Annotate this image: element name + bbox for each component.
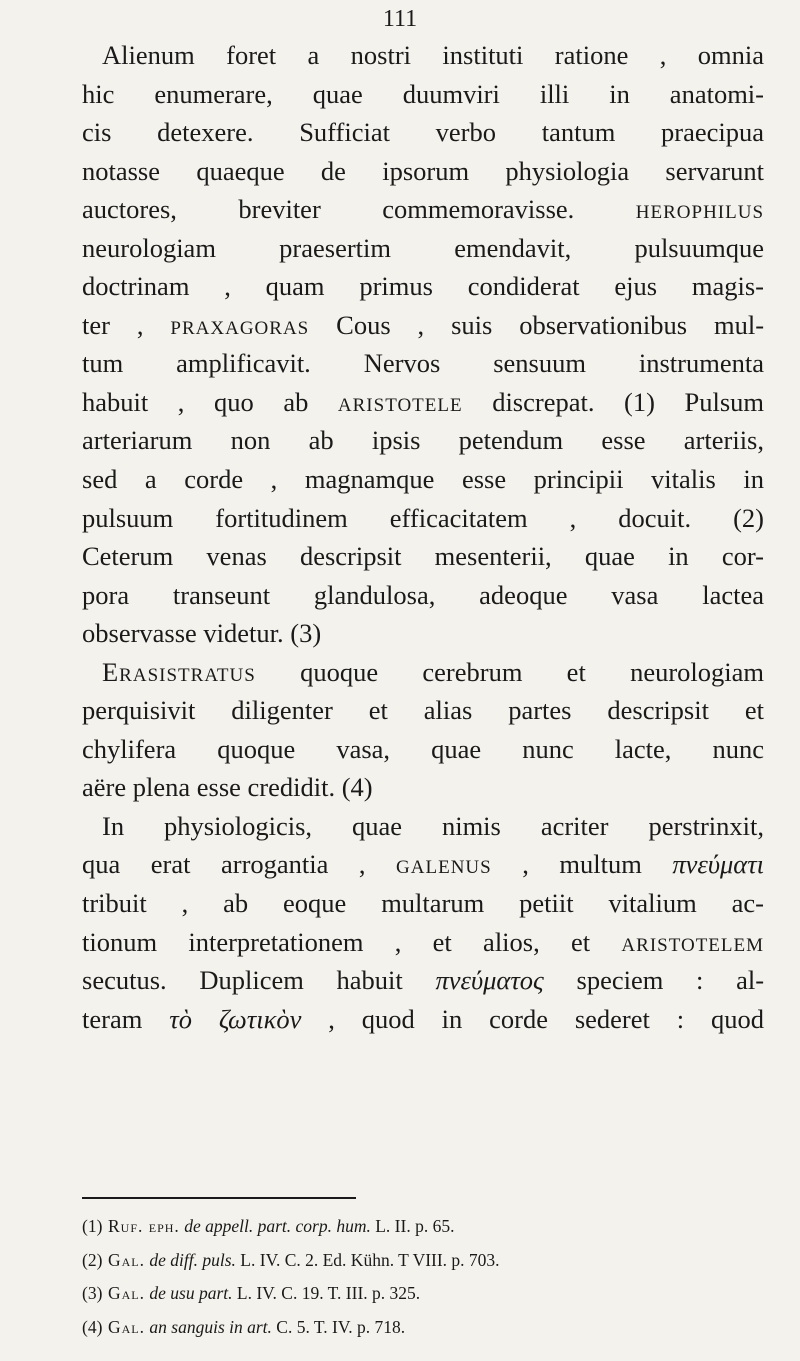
text-segment: , quod in corde sederet : quod [328,1003,764,1034]
footnote-ref: L. IV. C. 19. T. III. p. 325. [236,1283,421,1303]
text-line-18: perquisivit diligenter et alias partes descripsit et [82,695,764,726]
footnote-number: (4) [82,1316,103,1337]
footnote-ref: L. II. p. 65. [375,1216,455,1236]
text-segment: teram [82,1003,143,1034]
footnote-title: an sanguis in art. [149,1316,272,1337]
footnote-author: Gal. [108,1249,146,1270]
text-line-10 [82,383,764,422]
footnote [82,1311,764,1345]
text-line-15: pora transeunt glandulosa, adeoque vasa lactea [82,579,764,610]
text-segment: ter , [82,309,144,340]
text-segment: qua erat arrogantia , [82,849,366,880]
text-line-17 [82,653,764,692]
text-line-20: aëre plena esse credidit. (4) [82,772,373,803]
text-line-13: pulsuum fortitudinem efficacitatem , docuit. (2) [82,502,764,533]
footnote-ref: C. 5. T. IV. p. 718. [276,1316,406,1337]
footnote-number: (1) [82,1216,103,1236]
footnote-number: (2) [82,1249,103,1270]
text-line-6: neurologiam praesertim emendavit, pulsuumque [82,232,764,263]
name-praxagoras: praxagoras [170,309,310,340]
footnote-title: de diff. puls. [149,1249,236,1270]
text-line-8 [82,306,764,345]
text-line-11: arteriarum non ab ipsis petendum esse arteriis, [82,425,764,456]
greek-word: πνεύματι [672,849,764,880]
name-galenus: galenus [396,849,492,880]
text-line-14: Ceterum venas descripsit mesenterii, quae in cor- [82,541,764,572]
footnotes [82,1210,764,1344]
text-line-24 [82,923,764,962]
page-number: 111 [382,6,418,32]
text-segment: speciem : al- [576,965,764,996]
text-line-2: hic enumerare, quae duumviri illi in anatomi- [82,78,764,109]
text-line-9: tum amplificavit. Nervos sensuum instrumenta [82,348,764,379]
text-line-26 [82,1000,764,1039]
text-line-19: chylifera quoque vasa, quae nunc lacte, nunc [82,733,764,764]
footnote-author: Gal. [108,1316,146,1337]
name-aristotele: aristotele [337,386,463,417]
text-line-3: cis detexere. Sufficiat verbo tantum praecipua [82,117,764,148]
footnote-number: (3) [82,1283,103,1303]
text-line-21: In physiologicis, quae nimis acriter perstrinxit, [102,810,764,841]
footnote-title: de appell. part. corp. hum. [184,1216,371,1236]
text-line-1: Alienum foret a nostri instituti ratione , omnia [102,40,764,70]
name-herophilus: herophilus [635,194,764,225]
text-segment: auctores, breviter commemoravisse. [82,194,575,225]
text-line-4: notasse quaeque de ipsorum physiologia servarunt [82,155,764,186]
name-aristotelem: aristotelem [621,926,764,957]
text-line-12: sed a corde , magnamque esse principii vitalis in [82,464,764,495]
footnote-ref: L. IV. C. 2. Ed. Kühn. T VIII. p. 703. [240,1249,500,1270]
text-segment: quoque cerebrum et neurologiam [300,656,764,687]
footnote [82,1210,764,1244]
text-line-7: doctrinam , quam primus condiderat ejus magis- [82,271,764,302]
text-segment: habuit , quo ab [82,386,309,417]
main-text [82,36,764,1038]
text-segment: secutus. Duplicem habuit [82,965,403,996]
text-segment: discrepat. (1) Pulsum [492,386,764,417]
footnote-divider [82,1197,356,1199]
text-line-23: tribuit , ab eoque multarum petiit vitalium ac- [82,888,764,919]
footnote-author: Ruf. eph. [108,1216,180,1236]
text-segment: , multum [522,849,642,880]
text-segment: Cous , suis observationibus mul- [336,309,764,340]
footnote [82,1277,764,1311]
name-erasistratus: Erasistratus [102,656,256,687]
footnote-title: de usu part. [149,1283,233,1303]
text-line-22 [82,845,764,884]
footnote [82,1244,764,1278]
greek-phrase: τὸ ζωτικὸν [169,1003,302,1034]
text-segment: tionum interpretationem , et alios, et [82,926,591,957]
text-line-16: observasse videtur. (3) [82,618,322,649]
text-line-5 [82,190,764,229]
footnote-author: Gal. [108,1283,146,1303]
text-line-25 [82,961,764,1000]
greek-word: πνεύματος [435,965,544,996]
